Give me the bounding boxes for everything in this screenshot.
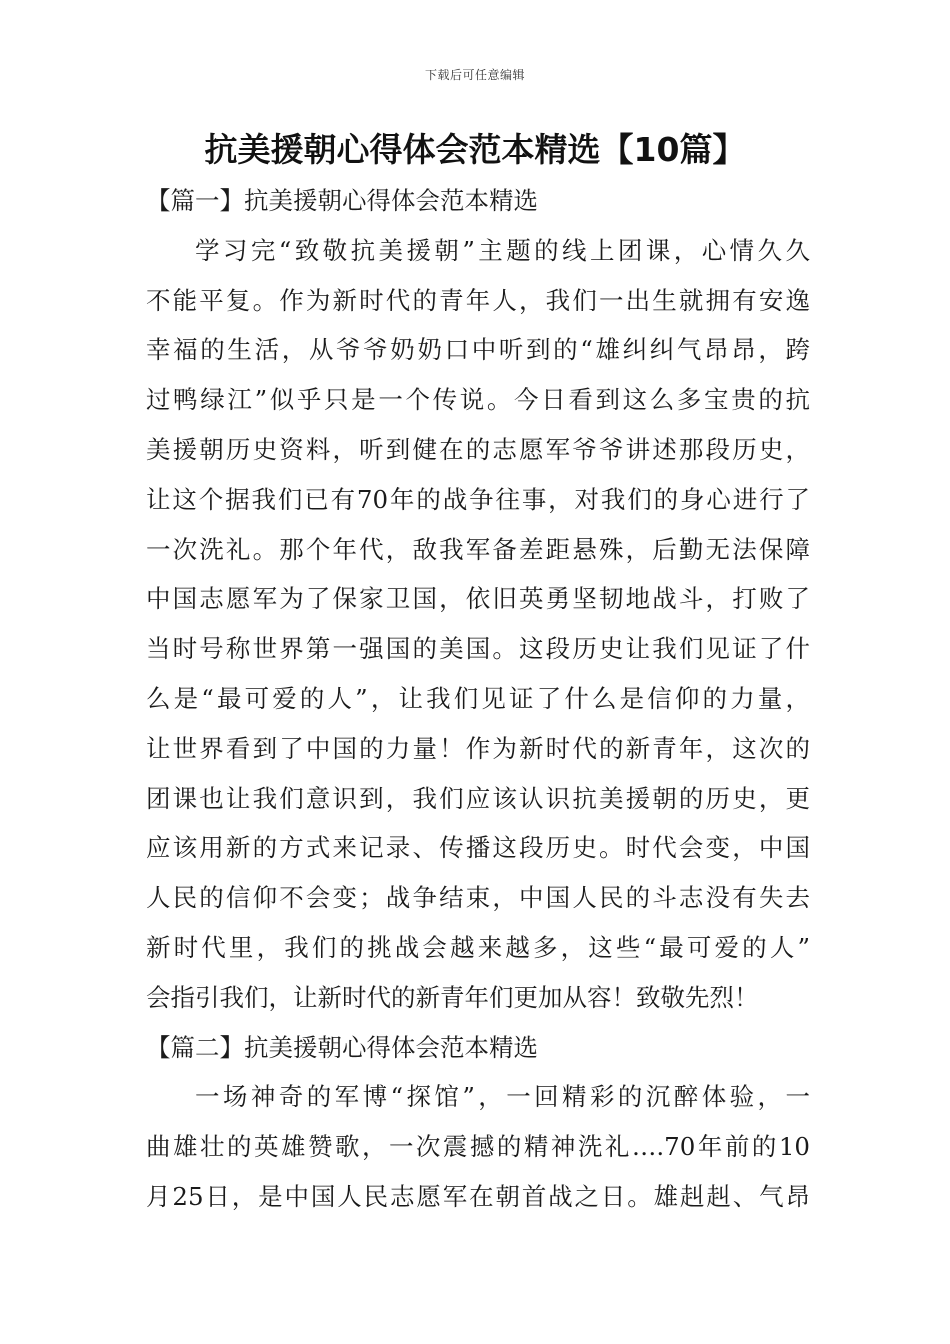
section-2 [146, 1023, 810, 1222]
text-line: 曲雄壮的英雄赞歌，一次震撼的精神洗礼….70年前的10 [146, 1132, 810, 1162]
text-line: 月25日，是中国人民志愿军在朝首战之日。雄赳赳、气昂 [146, 1181, 810, 1211]
text-line: 团课也让我们意识到，我们应该认识抗美援朝的历史，更 [146, 783, 810, 813]
section-1 [146, 176, 810, 1023]
text-line: 当时号称世界第一强国的美国。这段历史让我们见证了什 [146, 634, 810, 664]
paragraph [146, 226, 810, 1023]
paragraph [146, 1072, 810, 1221]
text-line: 不能平复。作为新时代的青年人，我们一出生就拥有安逸 [146, 285, 810, 315]
text-line: 人民的信仰不会变；战争结束，中国人民的斗志没有失去 [146, 883, 810, 913]
text-line: 一场神奇的军博“探馆”，一回精彩的沉醉体验，一 [195, 1082, 810, 1112]
text-line: 会指引我们，让新时代的新青年们更加从容！致敬先烈！ [146, 982, 759, 1012]
text-line: 过鸭绿江”似乎只是一个传说。今日看到这么多宝贵的抗 [146, 385, 810, 415]
document-title: 抗美援朝心得体会范本精选【10篇】 [204, 130, 746, 169]
text-line: 让这个据我们已有70年的战争往事，对我们的身心进行了 [146, 484, 810, 514]
text-line: 一次洗礼。那个年代，敌我军备差距悬殊，后勤无法保障 [146, 534, 810, 564]
text-line: 中国志愿军为了保家卫国，依旧英勇坚韧地战斗，打败了 [146, 584, 810, 614]
text-line: 应该用新的方式来记录、传播这段历史。时代会变，中国 [146, 833, 810, 863]
text-line: 新时代里，我们的挑战会越来越多，这些“最可爱的人” [146, 932, 810, 962]
text-line: 让世界看到了中国的力量！作为新时代的新青年，这次的 [146, 733, 810, 763]
text-line: 美援朝历史资料，听到健在的志愿军爷爷讲述那段历史， [146, 434, 810, 464]
section-heading: 【篇一】抗美援朝心得体会范本精选 [146, 186, 538, 215]
text-line: 么是“最可爱的人”，让我们见证了什么是信仰的力量， [146, 683, 810, 713]
section-heading: 【篇二】抗美援朝心得体会范本精选 [146, 1032, 538, 1062]
document-body [146, 176, 810, 1222]
text-line: 幸福的生活，从爷爷奶奶口中听到的“雄纠纠气昂昂，跨 [146, 335, 810, 365]
header-note: 下载后可任意编辑 [424, 68, 525, 82]
text-line: 学习完“致敬抗美援朝”主题的线上团课，心情久久 [195, 235, 810, 265]
